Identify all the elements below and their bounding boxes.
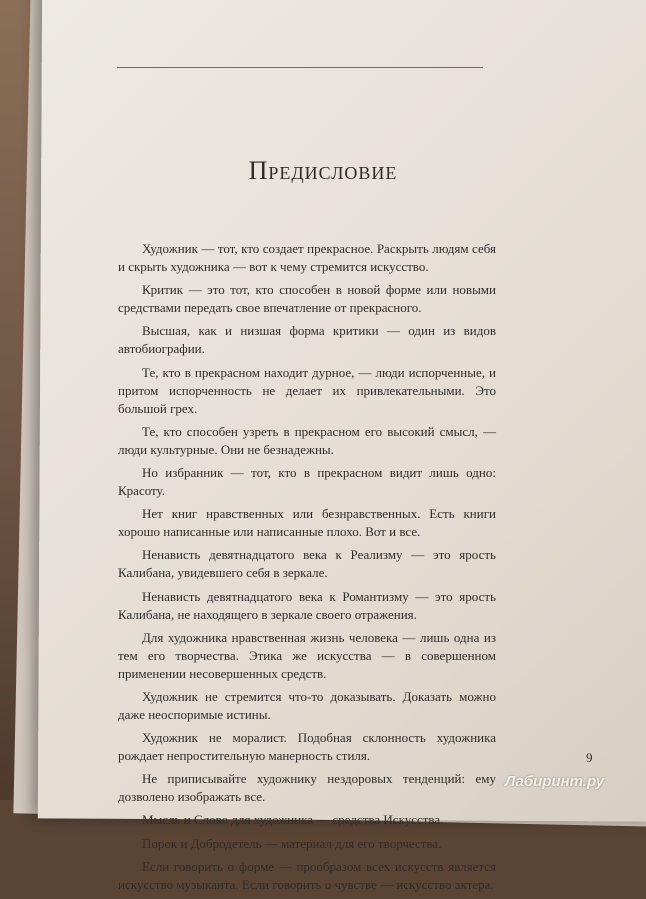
paragraph: Если говорить о форме — прообразом всех искусств является искусство музыканта. Если говорить о чувстве — искусство актера. [118,858,496,892]
page-title: Предисловие [248,156,398,185]
header-rule [117,67,483,68]
paragraph: Для художника нравственная жизнь человека — лишь одна из тем его творчества. Этика же искусства — в совершенном применении несовершенных средств. [118,629,496,681]
paragraph: Те, кто в прекрасном находит дурное, — люди испорченные, и притом испорченность не делает их привлекательными. Это большой грех. [118,364,496,416]
paragraph: Порок и Добродетель — материал для его творчества. [142,835,442,851]
paragraph: Критик — это тот, кто способен в новой форме или новыми средствами передать свое впечатление от прекрасного. [118,282,496,316]
paragraph: Художник не моралист. Подобная склонность художника рождает непростительную манерность стиля. [118,730,496,764]
body-text [118,240,496,899]
paragraph: Мысль и Слово для художника — средства Искусства. [142,812,444,828]
paragraph: Те, кто способен узреть в прекрасном его высокий смысл, — люди культурные. Они не безнадежны. [118,423,496,457]
paragraph: Художник не стремится что-то доказывать. Доказать можно даже неоспоримые истины. [118,688,496,722]
paragraph: Не приписывайте художнику нездоровых тенденций: ему дозволено изображать все. [118,771,496,805]
paragraph: Высшая, как и низшая форма критики — один из видов автобиографии. [118,323,496,357]
paragraph: Художник — тот, кто создает прекрасное. Раскрыть людям себя и скрыть художника — вот к чему стремится искусство. [118,241,496,274]
watermark-logo: Лабиринт.ру [505,773,605,790]
paragraph: Но избранник — тот, кто в прекрасном видит лишь одно: Красоту. [118,464,496,498]
paragraph: Нет книг нравственных или безнравственных. Есть книги хорошо написанные или написанные плохо. Вот и все. [118,506,496,540]
page-number: 9 [586,750,593,765]
paragraph: Ненависть девятнадцатого века к Реализму — это ярость Калибана, увидевшего себя в зеркале. [118,547,496,581]
paragraph: Ненависть девятнадцатого века к Романтизму — это ярость Калибана, не находящего в зеркале своего отражения. [118,588,496,622]
